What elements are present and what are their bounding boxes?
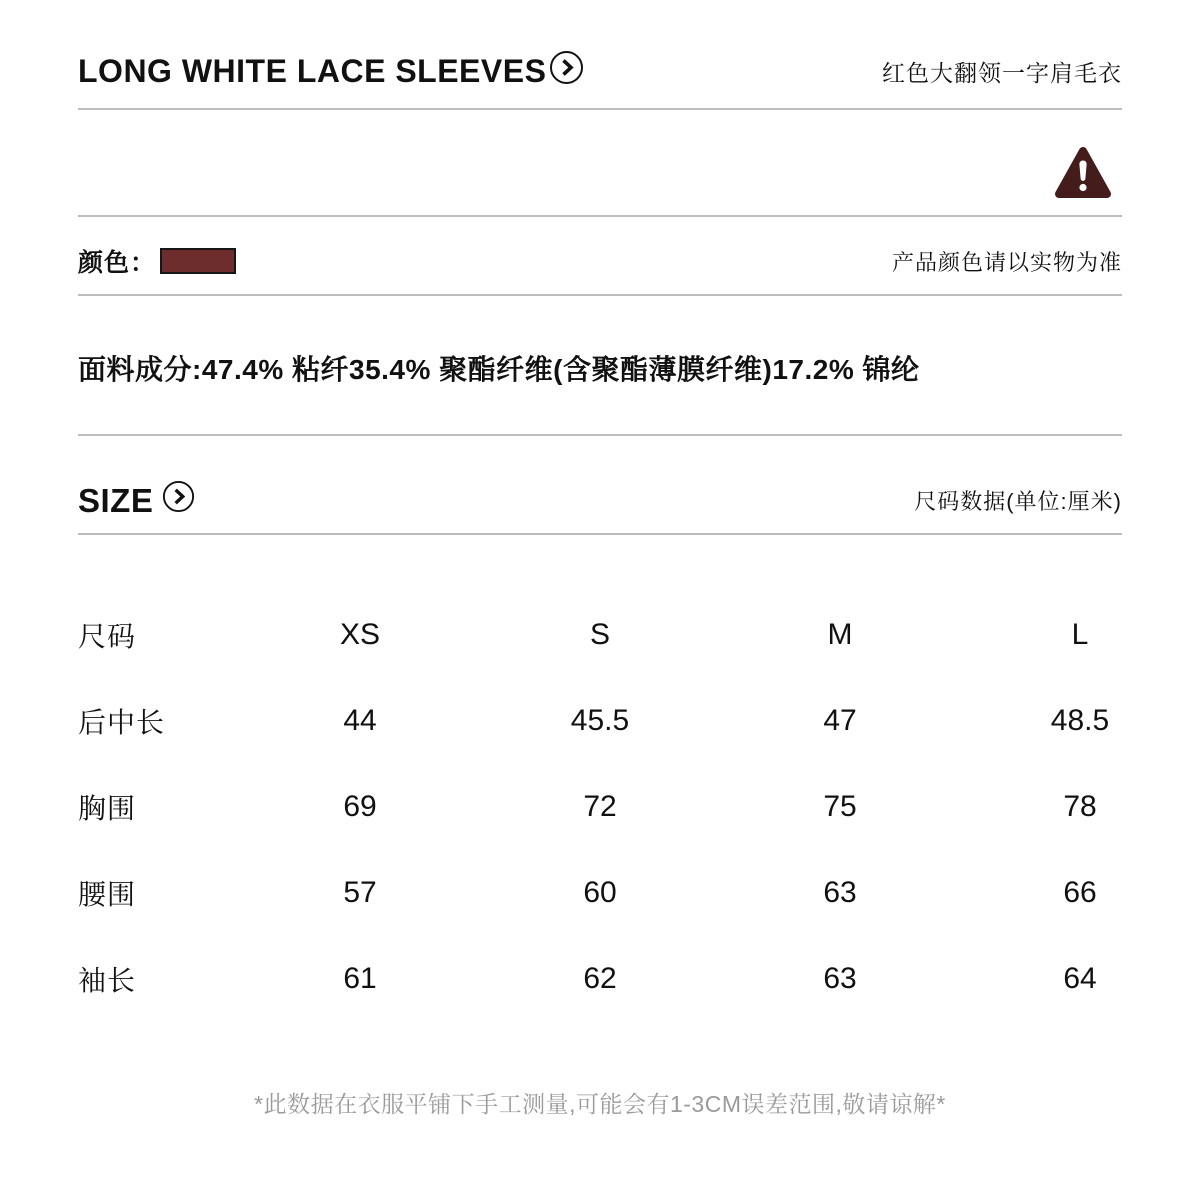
- color-label: 颜色：: [78, 249, 157, 277]
- header: [78, 0, 1122, 110]
- page-title: [78, 50, 584, 93]
- warning-band: [78, 110, 1122, 217]
- table-row: [0, 850, 1200, 936]
- table-cell: 61: [343, 962, 377, 995]
- size-section-header: [78, 436, 1122, 535]
- color-section: [78, 217, 1122, 296]
- fabric-section: [78, 296, 1122, 436]
- table-cell: 64: [1063, 962, 1097, 995]
- product-name-cn: 红色大翻领一字肩毛衣: [882, 60, 1122, 86]
- table-cell: 44: [343, 704, 377, 737]
- page-title-text: LONG WHITE LACE SLEEVES: [78, 53, 547, 89]
- chevron-circle-icon: [549, 50, 584, 93]
- table-header-row: [0, 592, 1200, 678]
- table-row: [0, 936, 1200, 1022]
- measurement-disclaimer: *此数据在衣服平铺下手工测量,可能会有1-3CM误差范围,敬请谅解*: [254, 1091, 946, 1117]
- size-unit-note: 尺码数据(单位:厘米): [914, 489, 1122, 514]
- table-cell: 60: [583, 876, 617, 909]
- table-cell: 63: [823, 876, 857, 909]
- table-cell: 47: [823, 704, 857, 737]
- table-cell: 48.5: [1050, 704, 1110, 737]
- table-cell: 75: [823, 790, 857, 823]
- size-title-text: SIZE: [78, 481, 154, 519]
- table-cell: 45.5: [570, 704, 630, 737]
- table-cell: 57: [343, 876, 377, 909]
- table-row: [0, 764, 1200, 850]
- table-cell: 63: [823, 962, 857, 995]
- row-label: 袖长: [78, 965, 137, 996]
- size-title: [78, 480, 195, 521]
- column-header-m: M: [827, 618, 853, 651]
- column-header-s: S: [589, 618, 610, 651]
- row-label: 后中长: [78, 707, 166, 738]
- table-row: [0, 678, 1200, 764]
- size-table: [0, 592, 1200, 1022]
- row-label: 胸围: [78, 793, 137, 824]
- column-header-xs: XS: [339, 618, 381, 651]
- warning-triangle-icon: [1054, 146, 1112, 205]
- table-cell: 69: [343, 790, 377, 823]
- table-header-label: 尺码: [78, 621, 137, 652]
- chevron-circle-icon: [162, 480, 195, 521]
- color-swatch: [160, 248, 236, 274]
- fabric-composition: 面料成分:47.4% 粘纤35.4% 聚酯纤维(含聚酯薄膜纤维)17.2% 锦纶: [78, 354, 920, 385]
- row-label: 腰围: [78, 879, 137, 910]
- table-cell: 62: [583, 962, 617, 995]
- column-header-l: L: [1071, 618, 1089, 651]
- table-cell: 66: [1063, 876, 1097, 909]
- color-row: [78, 243, 236, 279]
- table-cell: 78: [1063, 790, 1097, 823]
- table-cell: 72: [583, 790, 617, 823]
- color-disclaimer: 产品颜色请以实物为准: [891, 249, 1122, 275]
